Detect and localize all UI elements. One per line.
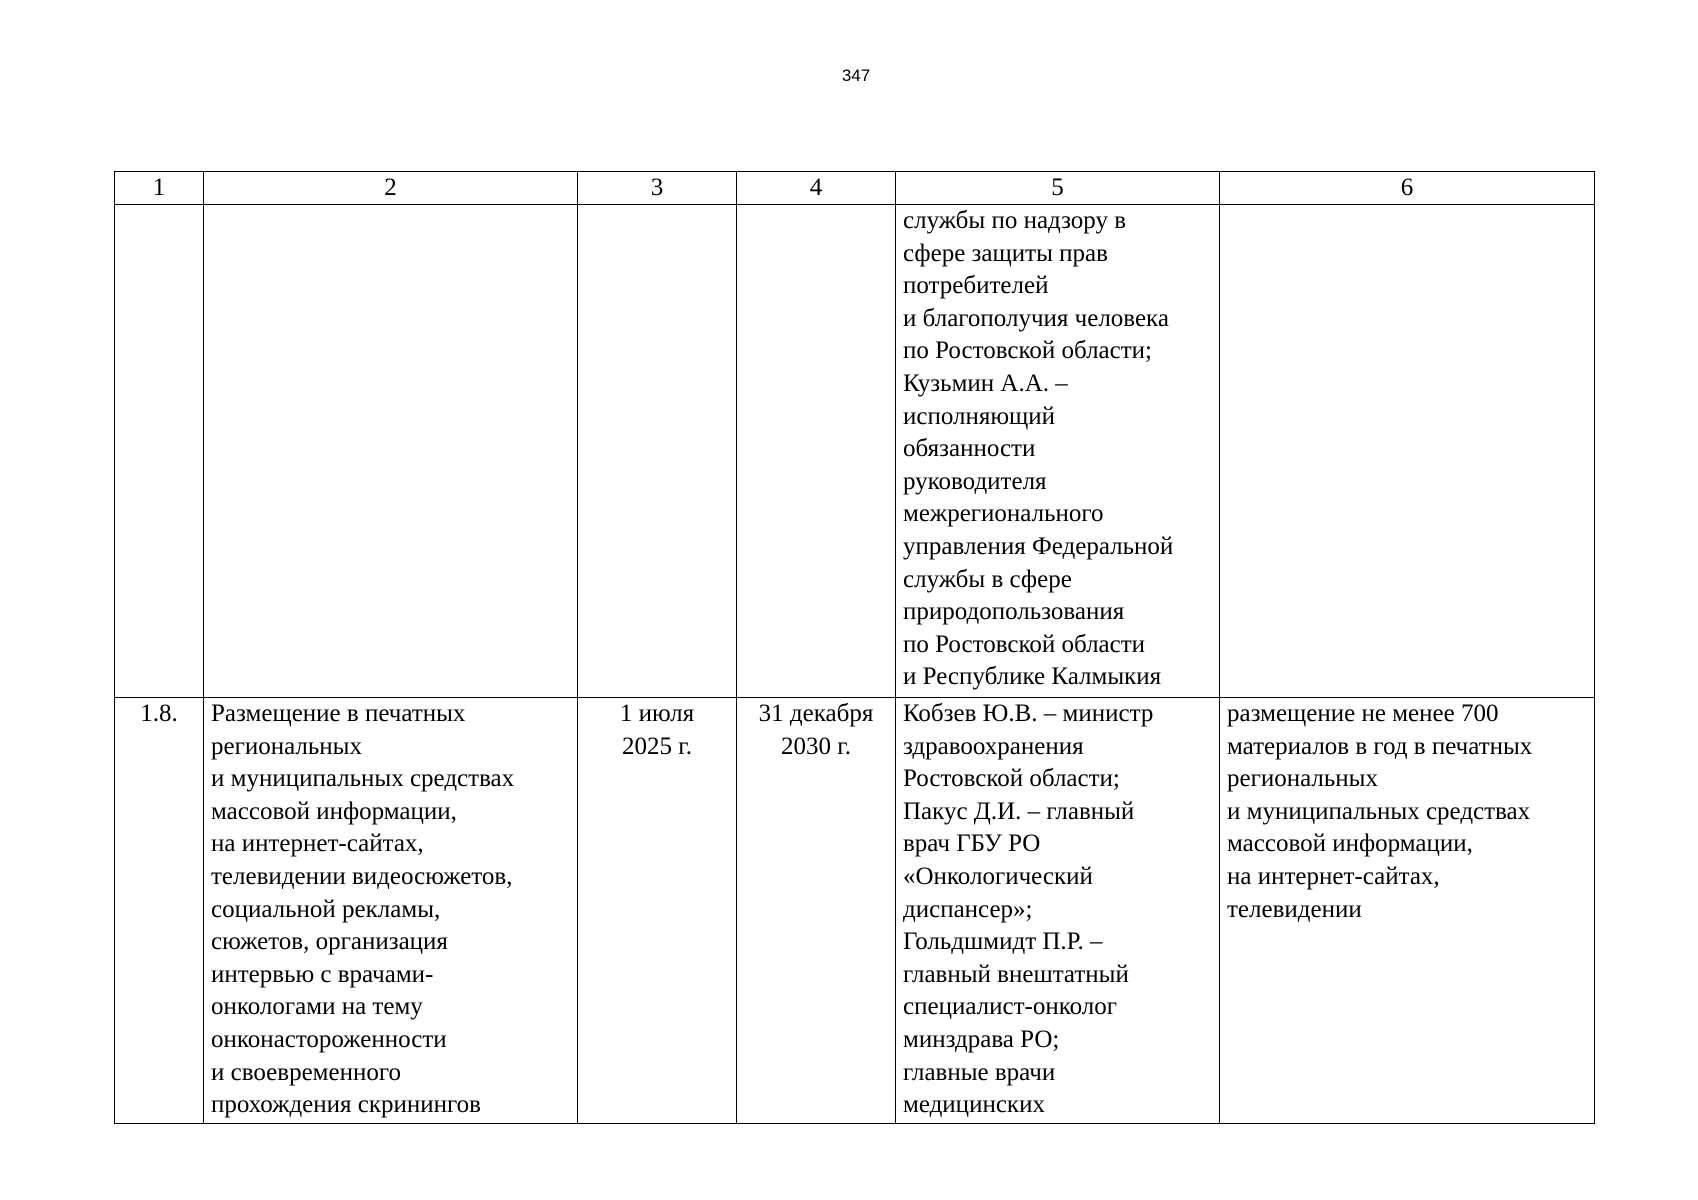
activity-name-cell [204,205,578,698]
cell-line: социальной рекламы, [211,895,441,923]
cell-line: сфере защиты прав [903,239,1108,267]
cell-line: и муниципальных средствах [211,765,515,793]
column-header: 1 [115,172,204,205]
cell-line: потребителей [903,272,1049,300]
row-number-cell: 1.8. [115,698,204,1124]
cell-line: и Республике Калмыкия [903,663,1162,691]
cell-line: 2025 г. [622,732,692,760]
cell-line: диспансер»; [903,895,1033,923]
end-date-cell [737,205,896,698]
cell-line: на интернет-сайтах, [211,830,424,858]
cell-line: врач ГБУ РО [903,830,1041,858]
column-header: 6 [1220,172,1595,205]
cell-line: сюжетов, организация [211,928,448,956]
cell-line: региональных [1227,765,1378,793]
cell-line: и муниципальных средствах [1227,797,1531,825]
cell-line: обязанности [903,435,1036,463]
cell-line: телевидении [1227,895,1362,923]
cell-line: региональных [211,732,362,760]
cell-line: медицинских [903,1091,1045,1119]
cell-line: 2030 г. [781,732,851,760]
cell-line: материалов в год в печатных [1227,732,1533,760]
cell-line: по Ростовской области; [903,337,1152,365]
end-date-cell [737,698,896,1124]
cell-line: телевидении видеосюжетов, [211,862,513,890]
cell-line: специалист-онколог [903,993,1118,1021]
cell-line: прохождения скринингов [211,1091,481,1119]
column-header: 3 [578,172,737,205]
cell-line: межрегионального [903,500,1104,528]
start-date-cell [578,205,737,698]
cell-line: размещение не менее 700 [1227,700,1499,727]
cell-line: интервью с врачами- [211,960,434,988]
cell-line: Кузьмин А.А. – [903,369,1068,397]
cell-line: и благополучия человека [903,304,1169,332]
cell-line: онкологами на тему [211,993,423,1021]
cell-line: массовой информации, [211,797,457,825]
cell-line: здравоохранения [903,732,1084,760]
cell-line: природопользования [903,598,1125,626]
cell-line: 1 июля [619,700,695,727]
cell-line: Ростовской области; [903,765,1120,793]
cell-line: службы в сфере [903,565,1072,593]
result-cell [1220,205,1595,698]
cell-line: Гольдшмидт П.Р. – [903,928,1103,956]
responsible-cell [896,205,1220,698]
responsible-cell [896,698,1220,1124]
cell-line: массовой информации, [1227,830,1473,858]
activity-name-cell [204,698,578,1124]
cell-line: руководителя [903,467,1047,495]
table-header-row [115,172,1595,205]
column-header: 2 [204,172,578,205]
plan-table [114,171,1595,1124]
result-cell [1220,698,1595,1124]
cell-line: главный внештатный [903,960,1129,988]
table-row [115,698,1595,1124]
column-header: 4 [737,172,896,205]
column-header: 5 [896,172,1220,205]
start-date-cell [578,698,737,1124]
cell-line: «Онкологический [903,862,1093,890]
table-row [115,205,1595,698]
cell-line: на интернет-сайтах, [1227,862,1440,890]
cell-line: главные врачи [903,1058,1056,1086]
cell-line: исполняющий [903,402,1056,430]
cell-line: Размещение в печатных [211,700,466,727]
cell-line: минздрава РО; [903,1025,1060,1053]
cell-line: онконастороженности [211,1025,447,1053]
cell-line: Кобзев Ю.В. – министр [903,700,1154,727]
cell-line: управления Федеральной [903,532,1174,560]
page-number: 347 [841,66,871,85]
cell-line: службы по надзору в [903,207,1127,234]
cell-line: и своевременного [211,1058,401,1086]
cell-line: 31 декабря [758,700,874,727]
row-number-cell [115,205,204,698]
cell-line: Пакус Д.И. – главный [903,797,1135,825]
cell-line: по Ростовской области [903,630,1146,658]
